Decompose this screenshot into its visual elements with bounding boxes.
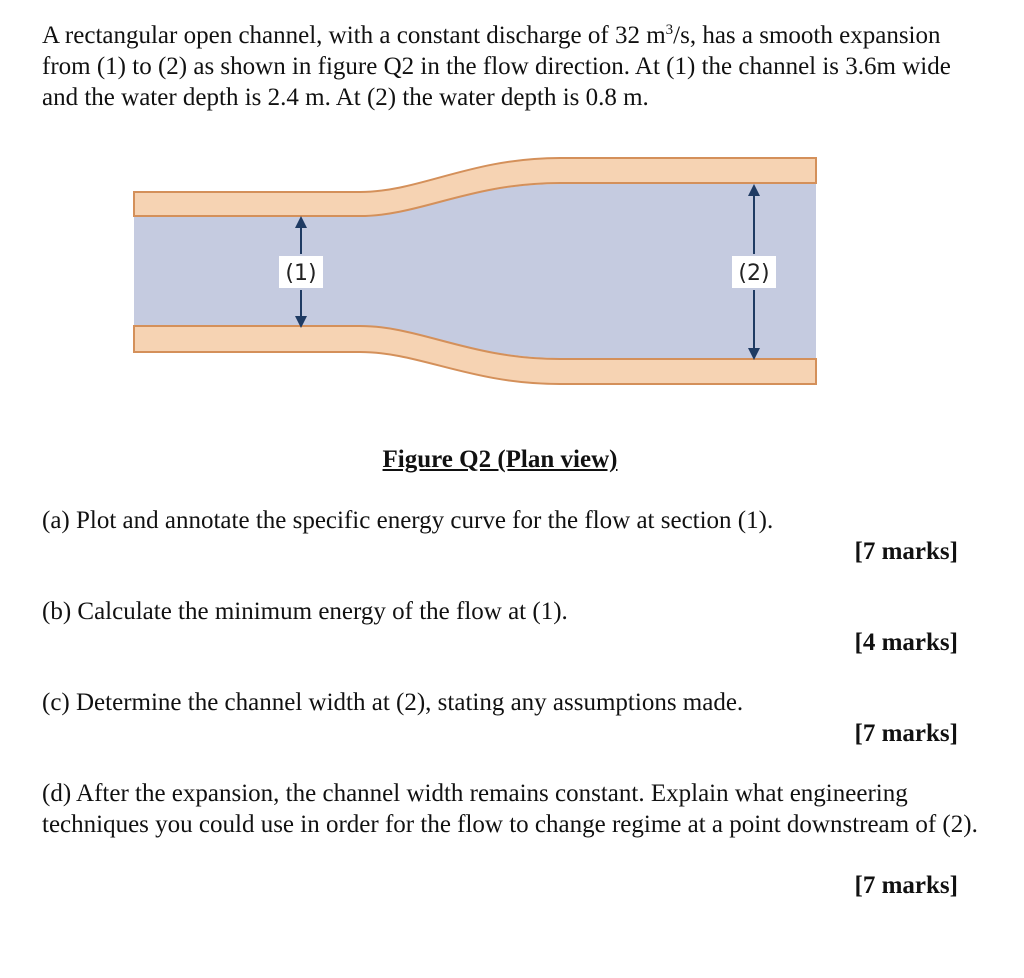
question-d-marks: [7 marks] (854, 872, 958, 899)
section1-label: (1) (285, 261, 317, 286)
problem-statement-part2: /s, has a smooth expansion from (1) to (2) as shown in figure Q2 in the flow direction. At (1) the channel is 3.6m wide and the water depth is 2.4 m. At (2) the water depth is 0.8 m. (42, 22, 951, 111)
cubic-superscript: 3 (665, 22, 674, 38)
channel-plan-view-figure (0, 150, 1024, 400)
question-a: (a) Plot and annotate the specific energy curve for the flow at section (1). (42, 507, 774, 534)
figure-caption: Figure Q2 (Plan view) (382, 446, 618, 473)
question-c-marks: [7 marks] (854, 720, 958, 747)
question-a-marks: [7 marks] (854, 538, 958, 565)
problem-statement-part1: A rectangular open channel, with a constant discharge of 32 m (42, 22, 666, 49)
section2-label: (2) (738, 261, 770, 286)
question-b: (b) Calculate the minimum energy of the flow at (1). (42, 598, 568, 625)
question-d: (d) After the expansion, the channel width remains constant. Explain what engineering techniques you could use in order for the flow to change regime at a point downstream of (2). (42, 780, 978, 838)
question-c: (c) Determine the channel width at (2), stating any assumptions made. (42, 689, 744, 716)
problem-statement (42, 20, 982, 113)
question-b-marks: [4 marks] (854, 629, 958, 656)
